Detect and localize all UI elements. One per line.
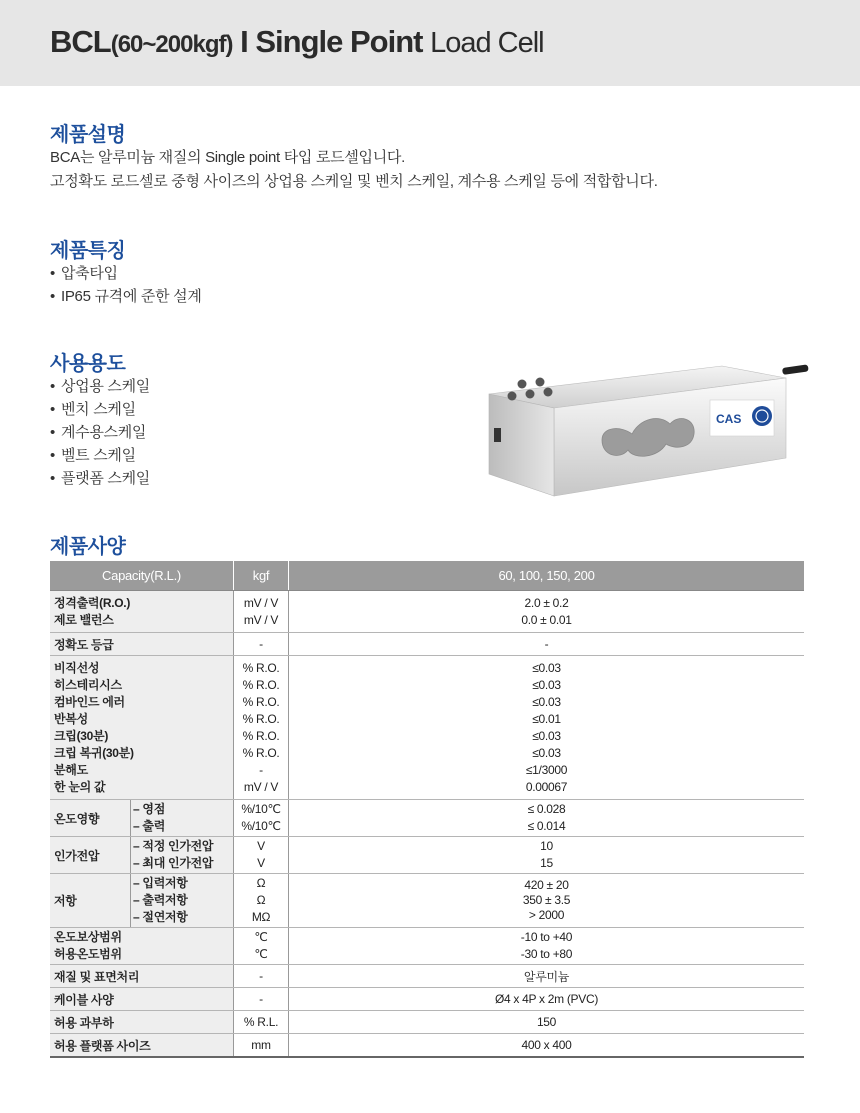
table-row (50, 988, 804, 1011)
row-unit: % R.O. (242, 695, 280, 709)
row-label: 재질 및 표면처리 (50, 965, 234, 988)
row-unit: %/10℃ (241, 802, 281, 816)
row-unit: mV / V (243, 780, 279, 794)
row-unit: - (234, 965, 289, 988)
row-sublabel: – 절연저항 (133, 910, 188, 924)
row-value: ≤ 0.014 (527, 819, 566, 833)
row-unit: mm (234, 1034, 289, 1058)
row-unit: % R.O. (242, 712, 280, 726)
row-label: 정격출력(R.O.) (54, 596, 131, 610)
features-title: 제품특징 (50, 240, 126, 262)
row-value: 420 ± 20 (524, 878, 569, 892)
row-value: 알루미늄 (289, 965, 805, 988)
row-sublabel: – 입력저항 (133, 876, 188, 890)
row-label: 저항 (50, 874, 131, 928)
row-value: ≤ 0.028 (527, 802, 566, 816)
row-value: - (289, 633, 805, 656)
usage-title: 사용용도 (50, 353, 126, 375)
specs-title: 제품사양 (50, 536, 126, 558)
table-row (50, 800, 804, 837)
row-unit: % R.O. (242, 729, 280, 743)
row-unit: mV / V (243, 613, 279, 627)
row-label: 허용 과부하 (50, 1011, 234, 1034)
spec-table (50, 561, 804, 1058)
usage-list (50, 375, 150, 490)
row-value: Ø4 x 4P x 2m (PVC) (289, 988, 805, 1011)
list-item: • 벤치 스케일 (50, 398, 150, 421)
table-header-row (50, 561, 804, 591)
table-row (50, 1011, 804, 1034)
title-product-name: Single Point (255, 24, 423, 59)
row-value: ≤0.03 (532, 661, 561, 675)
row-value: 150 (289, 1011, 805, 1034)
row-unit: Ω (256, 893, 266, 907)
table-row (50, 591, 804, 633)
table-row (50, 837, 804, 874)
table-row (50, 656, 804, 800)
header-capacity: Capacity(R.L.) (50, 561, 234, 591)
title-range: (60~200kgf) (110, 31, 233, 58)
title-model: BCL (50, 24, 111, 59)
row-unit: % R.O. (242, 661, 280, 675)
row-unit: % R.L. (234, 1011, 289, 1034)
title-separator: I (240, 24, 248, 59)
row-unit: MΩ (251, 910, 271, 924)
row-value: ≤0.03 (532, 729, 561, 743)
row-unit: ℃ (254, 930, 268, 944)
list-item: • 벨트 스케일 (50, 444, 150, 467)
list-item: • IP65 규격에 준한 설계 (50, 285, 202, 308)
row-label: 크립 복귀(30분) (54, 746, 134, 760)
row-label: 정확도 등급 (50, 633, 234, 656)
row-unit: - (259, 763, 263, 777)
row-sublabel: – 출력저항 (133, 893, 188, 907)
row-label: 반복성 (54, 712, 88, 726)
row-value: ≤1/3000 (525, 763, 568, 777)
row-label: 한 눈의 값 (54, 780, 106, 794)
product-logo-text: CAS (716, 412, 742, 426)
description-text (50, 146, 658, 194)
row-value: ≤0.03 (532, 695, 561, 709)
row-unit: - (234, 988, 289, 1011)
title-product-type: Load Cell (430, 27, 544, 59)
description-title: 제품설명 (50, 124, 126, 146)
row-value: 15 (540, 856, 553, 870)
header-value: 60, 100, 150, 200 (289, 561, 805, 591)
row-unit: - (234, 633, 289, 656)
row-value: 0.0 ± 0.01 (521, 613, 572, 627)
row-label: 히스테리시스 (54, 678, 122, 692)
table-row (50, 874, 804, 928)
row-label: 온도영향 (50, 800, 131, 837)
row-unit: ℃ (254, 947, 268, 961)
row-value: -30 to +80 (520, 947, 573, 961)
row-label: 크립(30분) (54, 729, 109, 743)
page-header (0, 0, 860, 86)
row-unit: % R.O. (242, 746, 280, 760)
row-sublabel: – 출력 (133, 819, 165, 833)
table-row (50, 1034, 804, 1058)
row-value: 350 ± 3.5 (522, 893, 571, 907)
row-sublabel: – 최대 인가전압 (133, 856, 214, 870)
row-value: ≤0.03 (532, 678, 561, 692)
list-item: • 플랫폼 스케일 (50, 467, 150, 490)
row-label: 허용온도범위 (54, 947, 122, 961)
load-cell-product-image (482, 356, 812, 501)
table-row (50, 928, 804, 965)
row-unit: % R.O. (242, 678, 280, 692)
row-unit: mV / V (243, 596, 279, 610)
list-item: • 계수용스케일 (50, 421, 150, 444)
row-label: 케이블 사양 (50, 988, 234, 1011)
row-sublabel: – 적정 인가전압 (133, 839, 214, 853)
row-unit: V (257, 856, 265, 870)
row-label: 제로 밸런스 (54, 613, 114, 627)
row-label: 컴바인드 에러 (54, 695, 125, 709)
list-item: • 상업용 스케일 (50, 375, 150, 398)
row-value: 2.0 ± 0.2 (524, 596, 569, 610)
description-line: 고정확도 로드셀로 중형 사이즈의 상업용 스케일 및 벤치 스케일, 계수용 스케일 등에 적합합니다. (50, 173, 658, 190)
header-unit: kgf (234, 561, 289, 591)
row-value: ≤0.01 (532, 712, 561, 726)
row-label: 온도보상범위 (54, 930, 122, 944)
description-line: BCA는 알루미늄 재질의 Single point 타입 로드셀입니다. (50, 149, 405, 166)
row-value: > 2000 (528, 908, 565, 922)
row-label: 허용 플랫폼 사이즈 (50, 1034, 234, 1058)
row-value: ≤0.03 (532, 746, 561, 760)
table-row (50, 633, 804, 656)
list-item: • 압축타입 (50, 262, 202, 285)
row-unit: Ω (256, 876, 266, 890)
row-value: 10 (540, 839, 553, 853)
row-sublabel: – 영점 (133, 802, 165, 816)
row-label: 인가전압 (50, 837, 131, 874)
row-unit: %/10℃ (241, 819, 281, 833)
row-value: 400 x 400 (289, 1034, 805, 1058)
features-list (50, 262, 202, 308)
row-label: 비직선성 (54, 661, 100, 675)
row-value: 0.00067 (525, 780, 568, 794)
row-value: -10 to +40 (520, 930, 573, 944)
row-unit: V (257, 839, 265, 853)
row-label: 분해도 (54, 763, 88, 777)
table-row (50, 965, 804, 988)
page-title (50, 24, 544, 60)
